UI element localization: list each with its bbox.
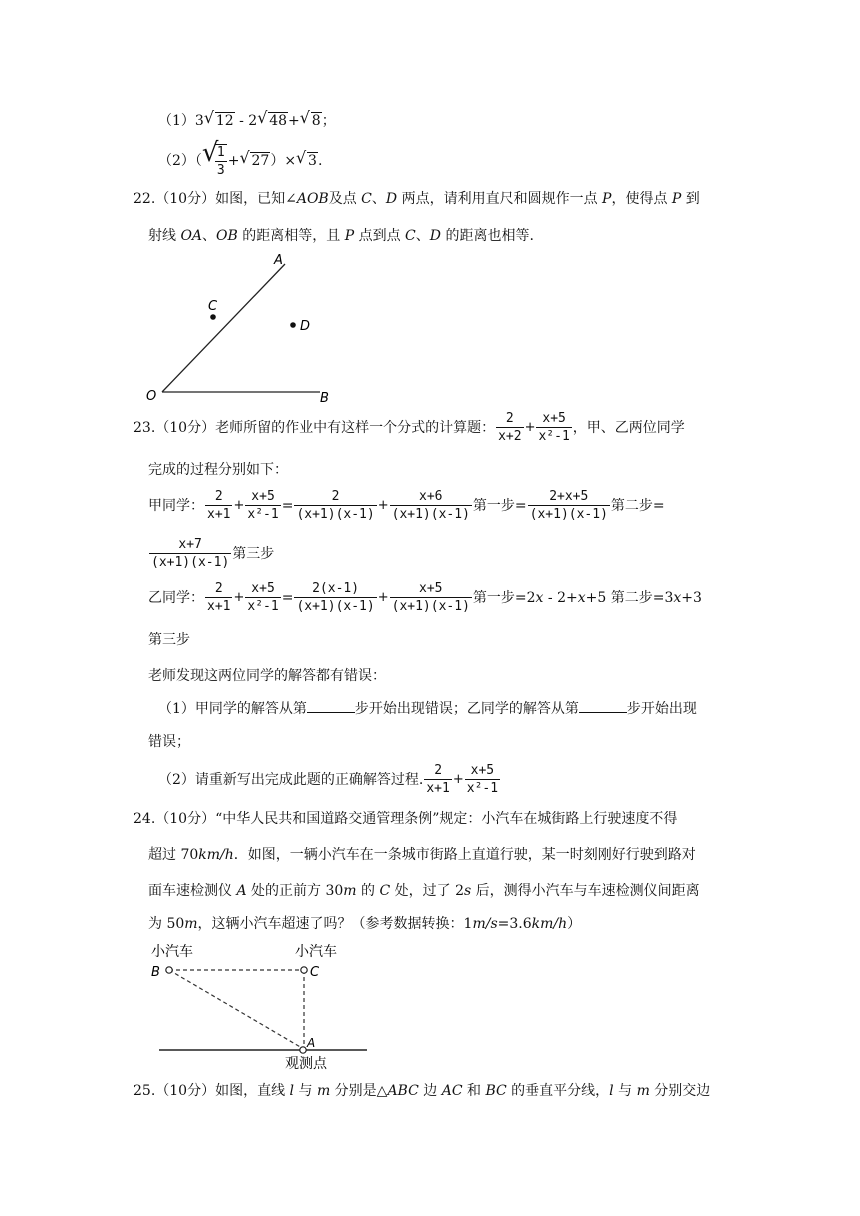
text: 的: [356, 883, 380, 899]
q23-sub2: [158, 758, 501, 802]
text: 步开始出现错误；乙同学的解答从第: [354, 701, 579, 717]
text: 的距离也相等.: [441, 228, 534, 244]
point-c: [301, 967, 307, 973]
q23-line1: [133, 406, 685, 450]
q21-part1-label: （1）: [158, 113, 195, 129]
sqrt-12: √ 12: [203, 108, 234, 129]
plus: +: [452, 772, 464, 787]
var: l: [609, 1083, 614, 1099]
var: D: [429, 228, 441, 244]
equals: =: [281, 498, 294, 514]
var: AOB: [296, 191, 329, 207]
text: 步开始出现: [626, 701, 697, 717]
numerator: x+5: [251, 581, 275, 596]
ray-oa: [162, 264, 285, 392]
q25-line1: [133, 1081, 710, 1101]
var: x: [577, 590, 586, 606]
numerator: x+5: [470, 763, 495, 778]
numerator: x+5: [419, 581, 443, 596]
denominator: (x+1)(x-1): [529, 507, 608, 522]
denominator: x+2: [498, 429, 522, 444]
var: l: [289, 1083, 295, 1099]
plus: +: [377, 498, 389, 513]
text: 超过 70: [148, 847, 199, 863]
plus: +: [227, 153, 240, 169]
text: =3.6: [497, 916, 532, 932]
fraction: [245, 489, 280, 523]
student-label: 甲同学：: [148, 498, 204, 514]
text: 如图，已知∠: [215, 191, 297, 207]
text: 及点: [328, 191, 362, 207]
denominator: x²-1: [247, 507, 279, 522]
numerator: x+5: [251, 489, 275, 504]
var: BC: [485, 1083, 507, 1099]
plus: +: [233, 590, 245, 605]
text: “中华人民共和国道路交通管理条例”规定：小汽车在城街路上行驶速度不得: [215, 811, 678, 827]
plus: +: [524, 420, 536, 435]
var: A: [236, 883, 247, 899]
text: 、: [202, 228, 217, 244]
var: AC: [441, 1083, 463, 1099]
car-label-c: 小汽车: [295, 944, 337, 960]
equals: =: [281, 590, 294, 606]
paren-close: ）: [270, 153, 285, 169]
var: OB: [216, 228, 238, 244]
yi-step3: 第三步: [148, 632, 190, 648]
text: 如图，直线: [215, 1083, 290, 1099]
text: 分别交边: [649, 1083, 711, 1099]
text: 处，过了 2: [390, 883, 465, 899]
numerator: 2: [214, 489, 223, 504]
text: 到: [681, 191, 700, 207]
score: （10分）: [155, 1083, 216, 1099]
q23-teacher-note: 老师发现这两位同学的解答都有错误：: [148, 668, 386, 684]
q24-line2: [148, 845, 696, 865]
student-label: 乙同学：: [148, 590, 204, 606]
jia-solution-line1: [148, 484, 665, 528]
text: 点到点: [354, 228, 406, 244]
jia-solution-line2: [148, 532, 274, 576]
text: 面车速检测仪: [148, 883, 237, 899]
score: （10分）: [155, 811, 216, 827]
q22-line2: [148, 226, 534, 246]
fraction: [149, 537, 231, 571]
denominator: x+1: [207, 599, 231, 614]
radicand: 3: [308, 153, 317, 169]
fraction: [528, 489, 610, 523]
var: P: [671, 191, 682, 207]
label-c: C: [208, 299, 218, 314]
var: P: [344, 228, 355, 244]
car-speed-figure: [145, 940, 380, 1075]
step-text: +5 第二步=3: [585, 590, 674, 606]
q24-line1: [133, 809, 677, 829]
unit: m: [343, 883, 357, 899]
point-c: [210, 314, 216, 320]
label-b: B: [151, 965, 160, 980]
fraction: [245, 581, 280, 615]
dashed-ba: [169, 970, 302, 1048]
step-text: 第二步=: [610, 498, 665, 514]
denominator: x²-1: [538, 429, 570, 444]
sqrt-48: √ 48: [257, 108, 288, 129]
text: 、: [371, 191, 386, 207]
text: ）: [567, 916, 582, 932]
numerator: 2(x-1): [312, 581, 360, 596]
var: ABC: [387, 1083, 419, 1099]
fraction: [496, 411, 523, 445]
text: ，使得点: [611, 191, 672, 207]
text: 处的正前方 30: [246, 883, 344, 899]
car-label-b: 小汽车: [151, 944, 193, 960]
yi-solution-line1: [148, 576, 702, 620]
question-number: 25.: [133, 1083, 156, 1099]
step-text: +3: [681, 590, 702, 606]
var: C: [379, 883, 391, 899]
denominator: (x+1)(x-1): [296, 599, 375, 614]
numerator: 2: [434, 763, 443, 778]
numerator: 1: [216, 144, 225, 160]
observation-point-label: 观测点: [285, 1056, 327, 1072]
fraction: [536, 411, 571, 445]
label-a: A: [274, 253, 283, 268]
step-text: 第一步=2: [472, 590, 536, 606]
text: （1）甲同学的解答从第: [158, 701, 307, 717]
var: OA: [180, 228, 203, 244]
unit: km/h: [531, 916, 568, 932]
plus: +: [377, 590, 389, 605]
score: （10分）: [155, 420, 216, 436]
denominator: 3: [216, 162, 225, 178]
text: ．如图，一辆小汽车在一条城市街路上直道行驶，某一时刻刚好行驶到路对: [233, 847, 696, 863]
question-number: 24.: [133, 811, 156, 827]
question-number: 22.: [133, 191, 156, 207]
q21-part1: [158, 108, 336, 131]
label-o: O: [146, 389, 157, 404]
text: （2）请重新写出完成此题的正确解答过程.: [158, 772, 424, 788]
var: m: [316, 1083, 331, 1099]
unit: s: [464, 883, 472, 899]
radicand: 27: [251, 153, 270, 169]
text: 与: [613, 1083, 637, 1099]
q23-sub1-cont: 错误；: [148, 734, 190, 750]
numerator: 2: [505, 411, 514, 426]
text: 与: [294, 1083, 317, 1099]
fraction: [205, 581, 232, 615]
denominator: x+1: [426, 781, 450, 796]
numerator: 2: [214, 581, 223, 596]
denominator: (x+1)(x-1): [391, 507, 470, 522]
step-text: 第三步: [232, 546, 275, 562]
step-text: 第一步=: [472, 498, 527, 514]
point-a: [300, 1047, 306, 1053]
denominator: x²-1: [247, 599, 279, 614]
text: 的垂直平分线，: [506, 1083, 610, 1099]
var: P: [602, 191, 612, 207]
var: D: [385, 191, 398, 207]
coef: 3: [194, 113, 204, 129]
text: 为 50: [148, 916, 185, 932]
text: 两点，请利用直尺和圆规作一点: [397, 191, 603, 207]
text: 分别是△: [330, 1083, 388, 1099]
text: 老师所留的作业中有这样一个分式的计算题：: [215, 420, 496, 436]
radicand: 48: [269, 113, 288, 129]
fraction: [465, 763, 500, 797]
radicand: 12: [215, 113, 234, 129]
text: ，甲、乙两位同学: [572, 420, 685, 436]
numerator: 2+x+5: [549, 489, 589, 504]
text: 和: [462, 1083, 486, 1099]
numerator: x+7: [178, 537, 202, 552]
var: m: [636, 1083, 650, 1099]
text: 、: [415, 228, 430, 244]
var: C: [361, 191, 372, 207]
fraction: [424, 763, 451, 797]
fraction: [294, 489, 376, 523]
q24-line3: [148, 881, 700, 901]
sqrt-one-third: √ $\frac{1}{3}$: [201, 138, 225, 178]
q24-line4: [148, 914, 581, 934]
var: x: [535, 590, 544, 606]
label-a: A: [307, 1036, 316, 1050]
text: 后，测得小汽车与车速检测仪间距离: [471, 883, 700, 899]
step-text: - 2+: [543, 590, 578, 606]
denominator: (x+1)(x-1): [391, 599, 470, 614]
var: x: [673, 590, 682, 606]
text: 边: [418, 1083, 442, 1099]
fraction: [390, 581, 472, 615]
q21-part2: [158, 138, 323, 179]
minus: - 2: [234, 113, 258, 129]
sqrt-27: √ 27: [239, 148, 270, 169]
sqrt-3: √ 3: [296, 148, 317, 169]
fraction: [294, 581, 376, 615]
end: .: [317, 153, 323, 169]
text: ，这辆小汽车超速了吗？（参考数据转换：1: [197, 916, 473, 932]
plus: +: [233, 498, 245, 513]
times: ×: [284, 153, 297, 169]
q21-part2-label: （2）: [158, 153, 195, 169]
sqrt-8: √ 8: [299, 108, 321, 129]
numerator: x+5: [542, 411, 566, 426]
q23-line2: 完成的过程分别如下：: [148, 462, 288, 478]
plus: +: [288, 113, 300, 129]
fraction: [205, 489, 232, 523]
q23-sub1: [158, 698, 697, 719]
q22-line1: [133, 189, 700, 209]
denominator: x²-1: [466, 781, 499, 796]
answer-blank-jia[interactable]: [307, 698, 355, 713]
denominator: (x+1)(x-1): [296, 507, 375, 522]
unit: m: [184, 916, 198, 932]
radicand: 8: [311, 113, 321, 129]
denominator: x+1: [207, 507, 231, 522]
fraction: [390, 489, 472, 523]
numerator: x+6: [419, 489, 443, 504]
denominator: (x+1)(x-1): [151, 555, 230, 570]
var: C: [405, 228, 416, 244]
text: 的距离相等，且: [237, 228, 345, 244]
point-d: [290, 322, 296, 328]
unit: km/h: [198, 847, 234, 863]
numerator: 2: [331, 489, 340, 504]
end: ；: [321, 113, 336, 129]
score: （10分）: [155, 191, 216, 207]
answer-blank-yi[interactable]: [579, 698, 627, 713]
paren-open: （: [194, 153, 202, 169]
angle-aob-figure: [140, 250, 340, 405]
label-c: C: [310, 965, 320, 980]
question-number: 23.: [133, 420, 156, 436]
label-b: B: [320, 391, 329, 405]
label-d: D: [300, 319, 311, 334]
text: 射线: [148, 228, 181, 244]
unit: m/s: [472, 916, 498, 932]
point-b: [166, 967, 172, 973]
